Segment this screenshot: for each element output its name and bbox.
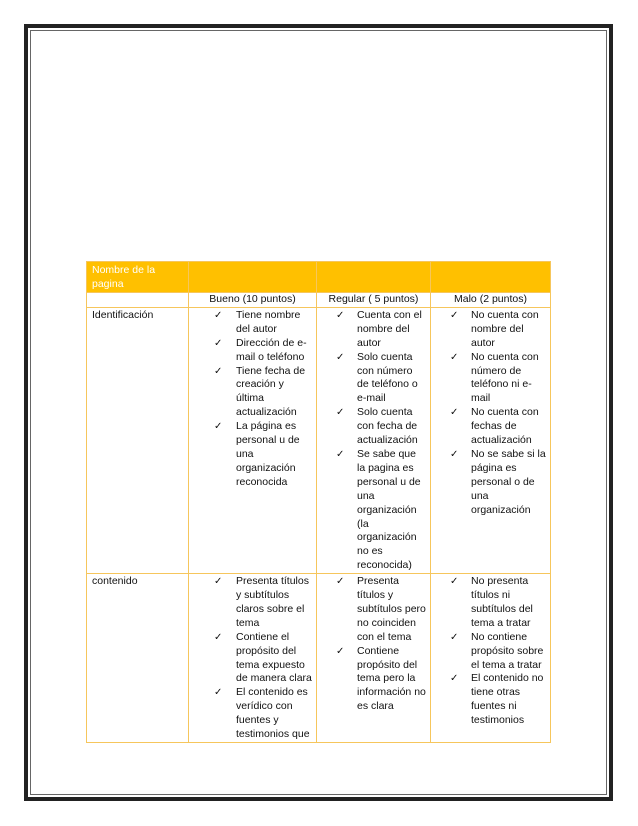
checkmark-icon: ✓ [450, 407, 459, 419]
check-item-text: No se sabe si la página es personal o de una organización [471, 447, 546, 516]
check-item-text: No cuenta con fechas de actualización [471, 406, 539, 447]
good-list [194, 575, 312, 742]
check-item [322, 351, 426, 407]
check-item-text: Contiene propósito del tema pero la información no es clara [357, 644, 426, 713]
check-item [322, 309, 426, 351]
check-item [436, 631, 546, 673]
check-item-text: No cuenta con nombre del autor [471, 308, 539, 349]
criterion-row-contenido [87, 574, 551, 743]
header-empty-cell [431, 262, 551, 293]
good-cell [189, 574, 317, 743]
check-item [194, 420, 312, 490]
check-item [436, 351, 546, 407]
level-good-header: Bueno (10 puntos) [189, 293, 317, 308]
checkmark-icon: ✓ [336, 448, 345, 460]
check-item-text: El contenido no tiene otras fuentes ni testimonios [471, 672, 544, 727]
levels-empty-cell [87, 293, 189, 308]
checkmark-icon: ✓ [214, 576, 223, 588]
criterion-label: Identificación [87, 307, 189, 573]
bad-cell [431, 307, 551, 573]
bad-cell [431, 574, 551, 743]
criterion-row-identificacion [87, 307, 551, 573]
checkmark-icon: ✓ [336, 309, 345, 321]
check-item-text: Tiene nombre del autor [236, 308, 301, 335]
check-item [194, 365, 312, 421]
page-name-header: Nombre de la pagina [87, 262, 189, 293]
checkmark-icon: ✓ [450, 351, 459, 363]
check-item [322, 448, 426, 573]
check-item-text: Presenta títulos y subtítulos pero no coinciden con el tema [357, 575, 426, 643]
check-item [194, 575, 312, 631]
checkmark-icon: ✓ [214, 365, 223, 377]
checkmark-icon: ✓ [450, 448, 459, 460]
checkmark-icon: ✓ [336, 576, 345, 588]
checkmark-icon: ✓ [450, 309, 459, 321]
check-item [194, 631, 312, 687]
check-item-text: No presenta títulos ni subtítulos del tema a tratar [471, 575, 533, 629]
check-item-text: Presenta títulos y subtítulos claros sobre el tema [236, 575, 309, 629]
check-item [436, 575, 546, 631]
good-list [194, 309, 312, 490]
check-item [436, 448, 546, 518]
check-item-text: Contiene el propósito del tema expuesto de manera clara [236, 630, 312, 685]
check-item [436, 406, 546, 448]
check-item-text: El contenido es verídico con fuentes y testimonios que [236, 686, 310, 741]
checkmark-icon: ✓ [450, 673, 459, 685]
check-item-text: Solo cuenta con fecha de actualización [357, 406, 418, 447]
checkmark-icon: ✓ [336, 351, 345, 363]
bad-list [436, 575, 546, 728]
level-regular-header: Regular ( 5 puntos) [317, 293, 431, 308]
header-row [87, 262, 551, 293]
check-item-text: La página es personal u de una organización reconocida [236, 420, 300, 488]
check-item [436, 309, 546, 351]
regular-list [322, 309, 426, 573]
criterion-label: contenido [87, 574, 189, 743]
checkmark-icon: ✓ [214, 337, 223, 349]
levels-row [87, 293, 551, 308]
bad-list [436, 309, 546, 518]
checkmark-icon: ✓ [336, 645, 345, 657]
checkmark-icon: ✓ [450, 631, 459, 643]
check-item [322, 575, 426, 645]
check-item-text: Dirección de e-mail o teléfono [236, 336, 307, 363]
check-item [322, 645, 426, 715]
header-empty-cell [189, 262, 317, 293]
checkmark-icon: ✓ [450, 576, 459, 588]
checkmark-icon: ✓ [214, 421, 223, 433]
regular-cell [317, 307, 431, 573]
rubric-table [86, 261, 551, 743]
checkmark-icon: ✓ [214, 687, 223, 699]
checkmark-icon: ✓ [336, 407, 345, 419]
check-item-text: Tiene fecha de creación y última actualización [236, 364, 306, 419]
check-item-text: No cuenta con número de teléfono ni e-mail [471, 350, 539, 405]
check-item-text: Solo cuenta con número de teléfono o e-mail [357, 350, 418, 405]
check-item [322, 406, 426, 448]
check-item-text: Cuenta con el nombre del autor [357, 308, 422, 349]
check-item [194, 337, 312, 365]
regular-cell [317, 574, 431, 743]
good-cell [189, 307, 317, 573]
check-item [194, 309, 312, 337]
check-item-text: No contiene propósito sobre el tema a tratar [471, 630, 544, 671]
check-item [436, 672, 546, 728]
header-empty-cell [317, 262, 431, 293]
regular-list [322, 575, 426, 714]
check-item-text: Se sabe que la pagina es personal u de una organización (la organización no es reconocida) [357, 447, 421, 572]
checkmark-icon: ✓ [214, 631, 223, 643]
level-bad-header: Malo (2 puntos) [431, 293, 551, 308]
check-item [194, 686, 312, 742]
checkmark-icon: ✓ [214, 309, 223, 321]
